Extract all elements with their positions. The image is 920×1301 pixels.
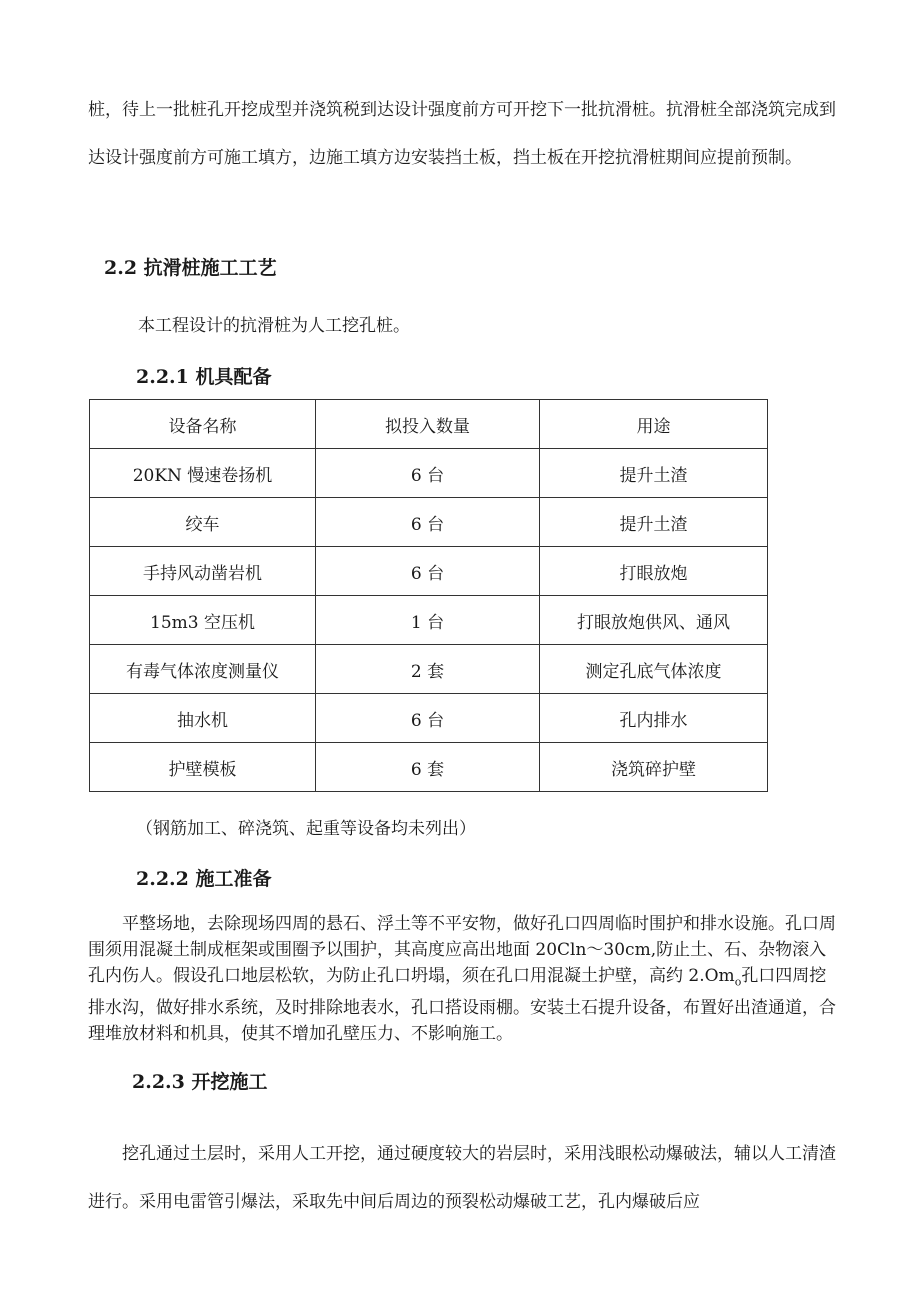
table-row	[90, 694, 768, 743]
table-cell: 6 台	[316, 498, 540, 547]
table-row	[90, 645, 768, 694]
table-cell: 1 台	[316, 596, 540, 645]
table-header-cell: 拟投入数量	[316, 400, 540, 449]
table-note: （钢筋加工、碎浇筑、起重等设备均未列出）	[136, 819, 476, 839]
table-row	[90, 547, 768, 596]
table-row	[90, 743, 768, 792]
table-cell: 6 台	[316, 449, 540, 498]
table-cell: 6 台	[316, 547, 540, 596]
paragraph-text-part-2: 孔口四周挖排水沟，做好排水系统，及时排除地表水，孔口搭设雨棚。安装土石提升设备，布置好出渣通道，合理堆放材料和机具，使其不增加孔壁压力、不影响施工。	[88, 966, 836, 1045]
table-header-cell: 设备名称	[90, 400, 316, 449]
table-row	[90, 596, 768, 645]
section-2-2-3-paragraph: 挖孔通过土层时，采用人工开挖，通过硬度较大的岩层时，采用浅眼松动爆破法，辅以人工清渣进行。采用电雷管引爆法，采取先中间后周边的预裂松动爆破工艺，孔内爆破后应	[88, 1144, 836, 1212]
table-cell: 提升土渣	[540, 449, 768, 498]
section-heading-2-2-3: 2.2.3 开挖施工	[132, 1071, 268, 1093]
paragraph-text-part-1: 平整场地，去除现场四周的悬石、浮土等不平安物，做好孔口四周临时围护和排水设施。孔口周围须用混凝土制成框架或围圈予以围护，其高度应高出地面 20Cln～30cm,防止土、石、杂物滚入孔内伤人。假设孔口地层松软，为防止孔口坍塌，须在孔口用混凝土护壁，高约 2.Om	[88, 914, 836, 986]
table-cell: 6 台	[316, 694, 540, 743]
subscript-o: o	[734, 975, 742, 989]
table-cell: 抽水机	[90, 694, 316, 743]
table-header-cell: 用途	[540, 400, 768, 449]
table-cell: 有毒气体浓度测量仪	[90, 645, 316, 694]
table-cell: 打眼放炮	[540, 547, 768, 596]
table-header-row	[90, 400, 768, 449]
table-cell: 手持风动凿岩机	[90, 547, 316, 596]
equipment-table	[89, 399, 768, 792]
section-2-2-2-paragraph	[88, 911, 836, 1047]
table-cell: 20KN 慢速卷扬机	[90, 449, 316, 498]
section-heading-2-2: 2.2 抗滑桩施工工艺	[104, 257, 277, 279]
table-row	[90, 498, 768, 547]
section-heading-2-2-1: 2.2.1 机具配备	[136, 366, 272, 388]
intro-paragraph: 桩，待上一批桩孔开挖成型并浇筑税到达设计强度前方可开挖下一批抗滑桩。抗滑桩全部浇筑完成到达设计强度前方可施工填方，边施工填方边安装挡土板，挡土板在开挖抗滑桩期间应提前预制。	[88, 100, 836, 168]
table-row	[90, 449, 768, 498]
table-cell: 孔内排水	[540, 694, 768, 743]
table-cell: 打眼放炮供风、通风	[540, 596, 768, 645]
table-cell: 浇筑碎护壁	[540, 743, 768, 792]
table-cell: 绞车	[90, 498, 316, 547]
table-cell: 2 套	[316, 645, 540, 694]
section-2-2-text: 本工程设计的抗滑桩为人工挖孔桩。	[138, 316, 410, 336]
table-cell: 测定孔底气体浓度	[540, 645, 768, 694]
table-cell: 提升土渣	[540, 498, 768, 547]
table-cell: 6 套	[316, 743, 540, 792]
section-heading-2-2-2: 2.2.2 施工准备	[136, 868, 272, 890]
table-cell: 护壁模板	[90, 743, 316, 792]
table-cell: 15m3 空压机	[90, 596, 316, 645]
